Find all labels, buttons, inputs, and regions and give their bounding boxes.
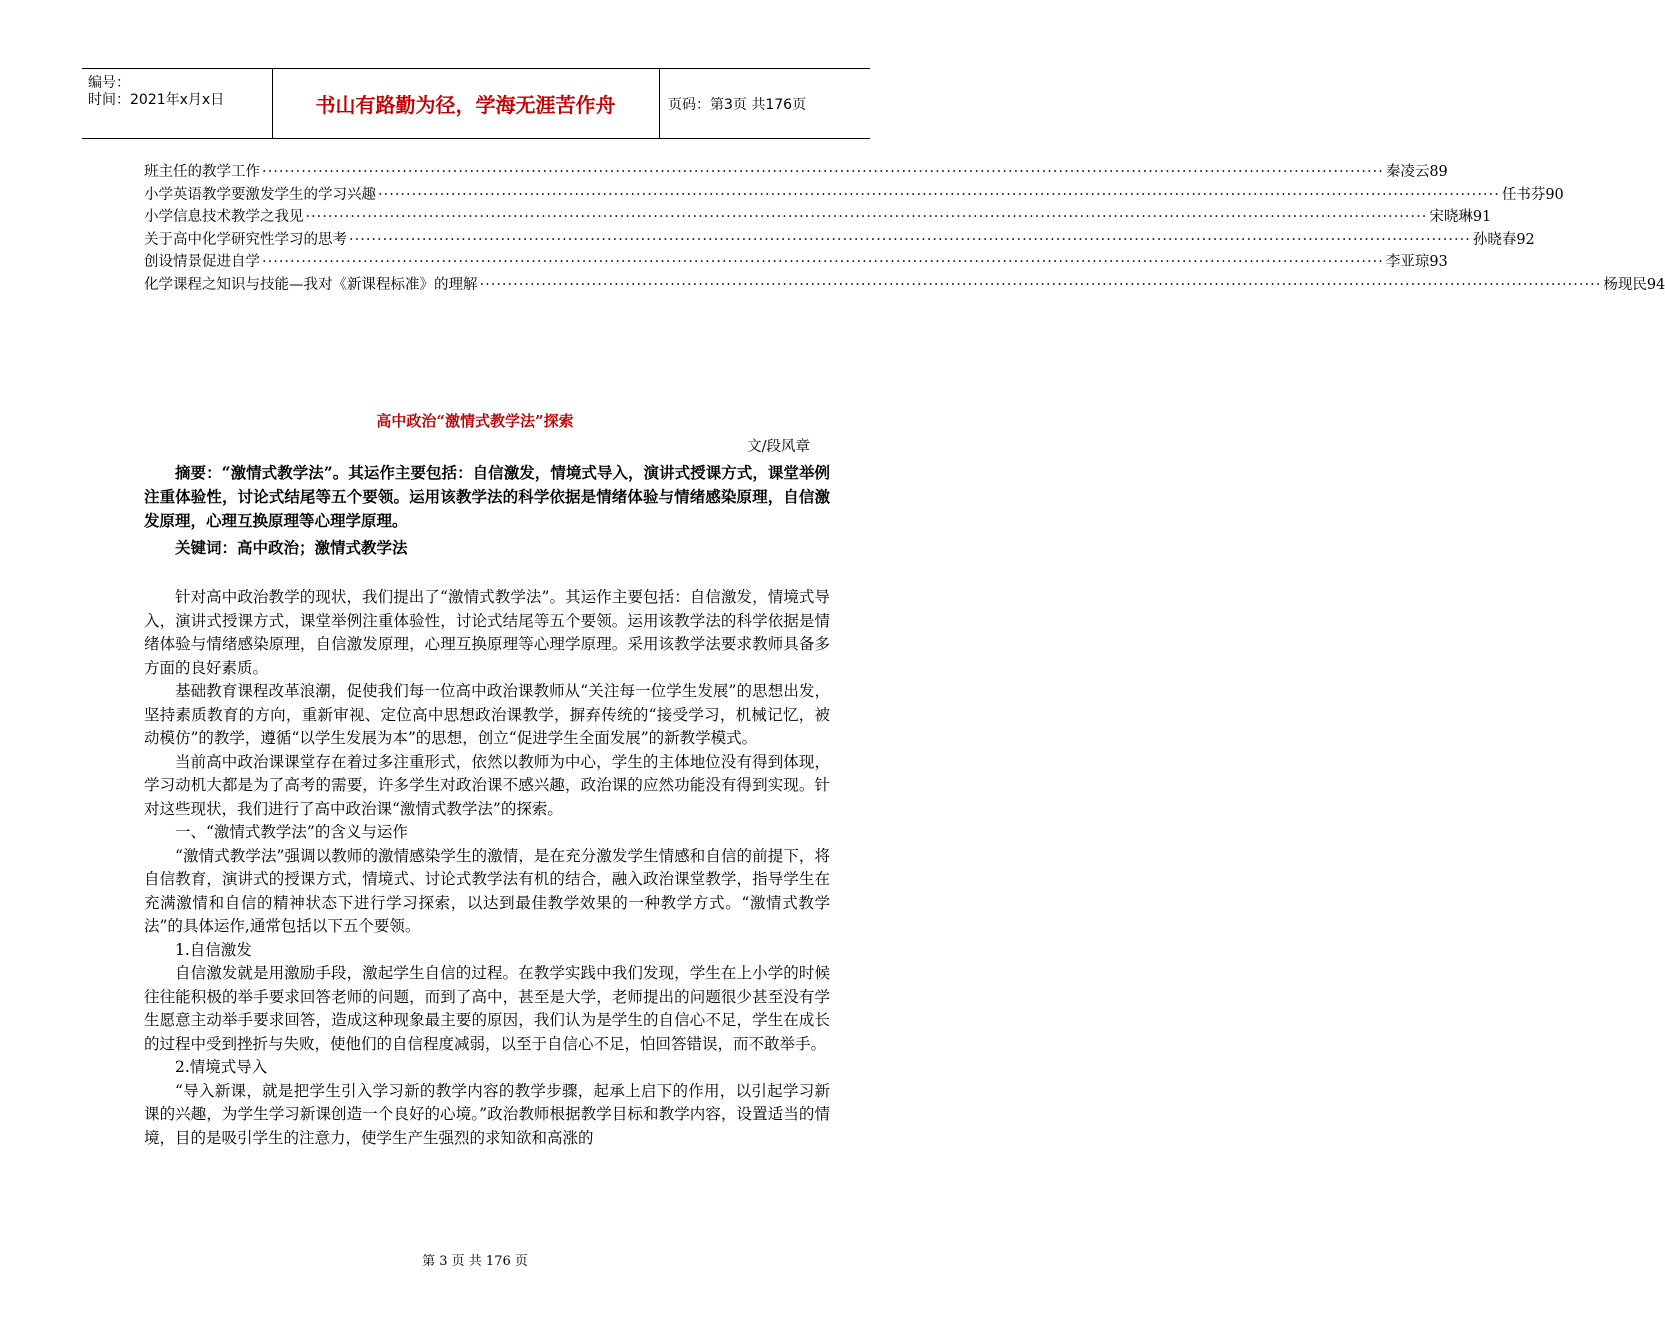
toc-entry-author: 秦凌云 [1385, 164, 1430, 180]
keywords: 关键词：高中政治；激情式教学法 [175, 538, 408, 557]
toc-entry-author: 李亚琼 [1385, 254, 1430, 270]
toc-entry-title: 小学信息技术教学之我见 [144, 209, 304, 225]
body-paragraph: “导入新课，就是把学生引入学习新的教学内容的教学步骤，起承上启下的作用，以引起学习新课的兴趣，为学生学习新课创造一个良好的心境。”政治教师根据教学目标和教学内容，设置适当的情境，目的是吸引学生的注意力，使学生产生强烈的求知欲和高涨的 [144, 1081, 830, 1147]
toc-leader-dots: ········································································································································································································ [479, 276, 1602, 293]
abstract: 摘要：“激情式教学法”。其运作主要包括：自信激发，情境式导入，演讲式授课方式，课堂举例注重体验性，讨论式结尾等五个要领。运用该教学法的科学依据是情绪体验与情绪感染原理，自信激发原理，心理互换原理等心理学原理。 [144, 463, 830, 530]
toc-entry-author: 任书芬 [1501, 186, 1546, 203]
motto: 书山有路勤为径，学海无涯苦作舟 [272, 69, 660, 138]
body-paragraph: 自信激发就是用激励手段，激起学生自信的过程。在教学实践中我们发现，学生在上小学的时候往往能积极的举手要求回答老师的问题，而到了高中，甚至是大学，老师提出的问题很少甚至没有学生愿意主动举手要求回答，造成这种现象最主要的原因，我们认为是学生的自信心不足，学生在成长的过程中受到挫折与失败，使他们的自信程度减弱，以至于自信心不足，怕回答错误，而不敢举手。 [144, 964, 830, 1053]
article-body [144, 586, 830, 1150]
toc-entry-author-page [1386, 160, 1448, 181]
page-footer: 第 3 页 共 176 页 [422, 1254, 528, 1269]
header-meta-cell [82, 69, 273, 138]
toc-entry-author: 孙晓春 [1472, 231, 1517, 248]
toc-entry-page: 94 [1646, 276, 1665, 293]
toc-entry-author-page [1502, 183, 1564, 204]
toc-entry [144, 250, 1448, 273]
toc-entry-author-page [1473, 228, 1535, 249]
toc-entry-title: 化学课程之知识与技能—我对《新课程标准》的理解 [144, 276, 478, 293]
toc-leader-dots: ········································································································································································································ [262, 164, 1384, 180]
toc-entry [144, 273, 1665, 296]
toc-entry-author-page [1429, 205, 1491, 226]
toc-entry-author: 杨现民 [1603, 276, 1647, 293]
body-paragraph: “激情式教学法”强调以教师的激情感染学生的激情，是在充分激发学生情感和自信的前提下，将自信教育，演讲式的授课方式，情境式、讨论式教学法有机的结合，融入政治课堂教学，指导学生在充满激情和自信的精神状态下进行学习探索，以达到最佳教学效果的一种教学方式。“激情式教学法”的具体运作,通常包括以下五个要领。 [144, 846, 830, 935]
article-title: 高中政治“激情式教学法”探索 [376, 412, 574, 430]
toc-entry [144, 228, 1535, 251]
toc-entry-page: 92 [1516, 231, 1535, 248]
body-paragraph: 当前高中政治课课堂存在着过多注重形式，依然以教师为中心，学生的主体地位没有得到体现，学习动机大都是为了高考的需要，许多学生对政治课不感兴趣，政治课的应然功能没有得到实现。针对这些现状，我们进行了高中政治课“激情式教学法”的探索。 [144, 752, 830, 818]
body-paragraph: 1.自信激发 [175, 940, 252, 959]
toc-entry-page: 90 [1545, 186, 1564, 203]
toc-entry-author-page [1603, 273, 1665, 294]
page-info: 页码：第3页 共176页 [668, 96, 807, 113]
toc-entry-title: 班主任的教学工作 [144, 164, 260, 180]
article-author: 文/段风章 [747, 439, 810, 455]
table-of-contents [144, 160, 1665, 295]
toc-entry [144, 205, 1492, 228]
toc-leader-dots: ········································································································································································································ [378, 186, 1500, 203]
toc-entry-author-page [1386, 250, 1448, 271]
body-paragraph: 针对高中政治教学的现状，我们提出了“激情式教学法”。其运作主要包括：自信激发，情境式导入，演讲式授课方式，课堂举例注重体验性，讨论式结尾等五个要领。运用该教学法的科学依据是情绪体验与情绪感染原理，自信激发原理，心理互换原理等心理学原理。采用该教学法要求教师具备多方面的良好素质。 [144, 588, 830, 677]
page-header [82, 68, 870, 139]
body-paragraph: 2.情境式导入 [175, 1058, 268, 1076]
toc-entry-author: 宋晓琳 [1429, 209, 1473, 225]
body-paragraph: 基础教育课程改革浪潮，促使我们每一位高中政治课教师从“关注每一位学生发展”的思想出发，坚持素质教育的方向，重新审视、定位高中思想政治课教学，摒弃传统的“接受学习，机械记忆，被动模仿”的教学，遵循“以学生发展为本”的思想，创立“促进学生全面发展”的新教学模式。 [144, 682, 830, 747]
time-line: 时间：2021年x月x日 [88, 92, 225, 108]
toc-entry-title: 关于高中化学研究性学习的思考 [144, 231, 347, 248]
toc-entry-page: 91 [1472, 209, 1492, 225]
toc-leader-dots: ········································································································································································································ [305, 209, 1428, 225]
body-paragraph: 一、“激情式教学法”的含义与运作 [175, 823, 408, 841]
toc-entry-page: 93 [1429, 254, 1448, 270]
number-label: 编号： [88, 75, 130, 91]
toc-leader-dots: ········································································································································································································ [349, 231, 1471, 248]
toc-entry-title: 小学英语教学要激发学生的学习兴趣 [144, 186, 376, 203]
toc-entry [144, 160, 1448, 183]
toc-entry [144, 183, 1564, 206]
toc-entry-page: 89 [1429, 164, 1448, 180]
toc-entry-title: 创设情景促进自学 [144, 254, 260, 270]
toc-leader-dots: ········································································································································································································ [262, 254, 1384, 270]
